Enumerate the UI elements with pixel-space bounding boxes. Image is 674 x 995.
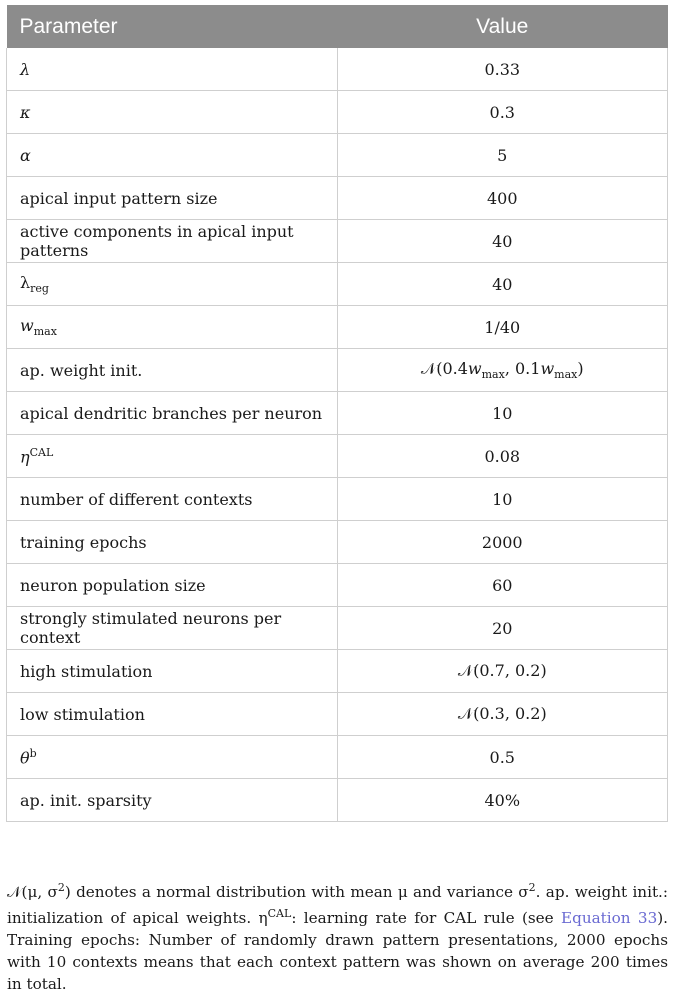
table-row [7, 220, 668, 263]
table-row [7, 693, 668, 736]
param-cell: α [7, 134, 338, 177]
param-cell: training epochs [7, 521, 338, 564]
value-cell: 10 [337, 392, 668, 435]
table-row [7, 607, 668, 650]
value-cell: 10 [337, 478, 668, 521]
param-cell: $\eta^{CAL}$ [7, 435, 338, 478]
value-cell: 𝒩(0.7, 0.2) [337, 650, 668, 693]
value-cell: 60 [337, 564, 668, 607]
table-row [7, 349, 668, 392]
table-row [7, 478, 668, 521]
value-cell: $𝒩(0.4w_{max}$, $0.1w_{max}$) [337, 349, 668, 392]
param-cell: apical input pattern size [7, 177, 338, 220]
value-cell: 40 [337, 220, 668, 263]
value-cell: 20 [337, 607, 668, 650]
table-row [7, 48, 668, 91]
param-cell: $\theta^b$ [7, 736, 338, 779]
table-row [7, 736, 668, 779]
param-cell: strongly stimulated neurons per context [7, 607, 338, 650]
value-cell: 0.08 [337, 435, 668, 478]
value-cell: 2000 [337, 521, 668, 564]
value-cell: 𝒩(0.3, 0.2) [337, 693, 668, 736]
param-cell: low stimulation [7, 693, 338, 736]
value-cell: 0.5 [337, 736, 668, 779]
table-row [7, 435, 668, 478]
value-cell: 40 [337, 263, 668, 306]
param-cell: ap. weight init. [7, 349, 338, 392]
param-cell: $\lambda_{reg}$ [7, 263, 338, 306]
table-row [7, 91, 668, 134]
table-row [7, 392, 668, 435]
value-cell: 1/40 [337, 306, 668, 349]
value-cell: 0.33 [337, 48, 668, 91]
table-row [7, 564, 668, 607]
equation-33-link[interactable]: Equation 33 [561, 909, 658, 928]
table-row [7, 306, 668, 349]
header-value: Value [337, 5, 668, 48]
param-cell: λ [7, 48, 338, 91]
table-row [7, 779, 668, 822]
value-cell: 0.3 [337, 91, 668, 134]
parameter-table [6, 5, 668, 822]
param-cell: high stimulation [7, 650, 338, 693]
header-parameter: Parameter [7, 5, 338, 48]
param-cell: neuron population size [7, 564, 338, 607]
value-cell: 5 [337, 134, 668, 177]
table-row [7, 263, 668, 306]
table-header-row [7, 5, 668, 48]
param-cell: active components in apical input patterns [7, 220, 338, 263]
value-cell: 400 [337, 177, 668, 220]
table-row [7, 650, 668, 693]
value-cell: 40% [337, 779, 668, 822]
param-cell: apical dendritic branches per neuron [7, 392, 338, 435]
table-footnote: 𝒩(μ, $\sigma^2$) denotes a normal distribution with mean μ and variance $\sigma^2$. ap. weight init.: initialization of apical weights. $\eta^{CAL}$: learning rate for CAL rule (see Equation 33). Training epochs: Number of randomly drawn pattern presentations, 2000 epochs with 10 contexts means that each context pattern was shown on average 200 times in total. [7, 881, 669, 994]
param-cell: $w_{max}$ [7, 306, 338, 349]
table-row [7, 134, 668, 177]
param-cell: number of different contexts [7, 478, 338, 521]
param-cell: κ [7, 91, 338, 134]
param-cell: ap. init. sparsity [7, 779, 338, 822]
table-row [7, 521, 668, 564]
table-row [7, 177, 668, 220]
